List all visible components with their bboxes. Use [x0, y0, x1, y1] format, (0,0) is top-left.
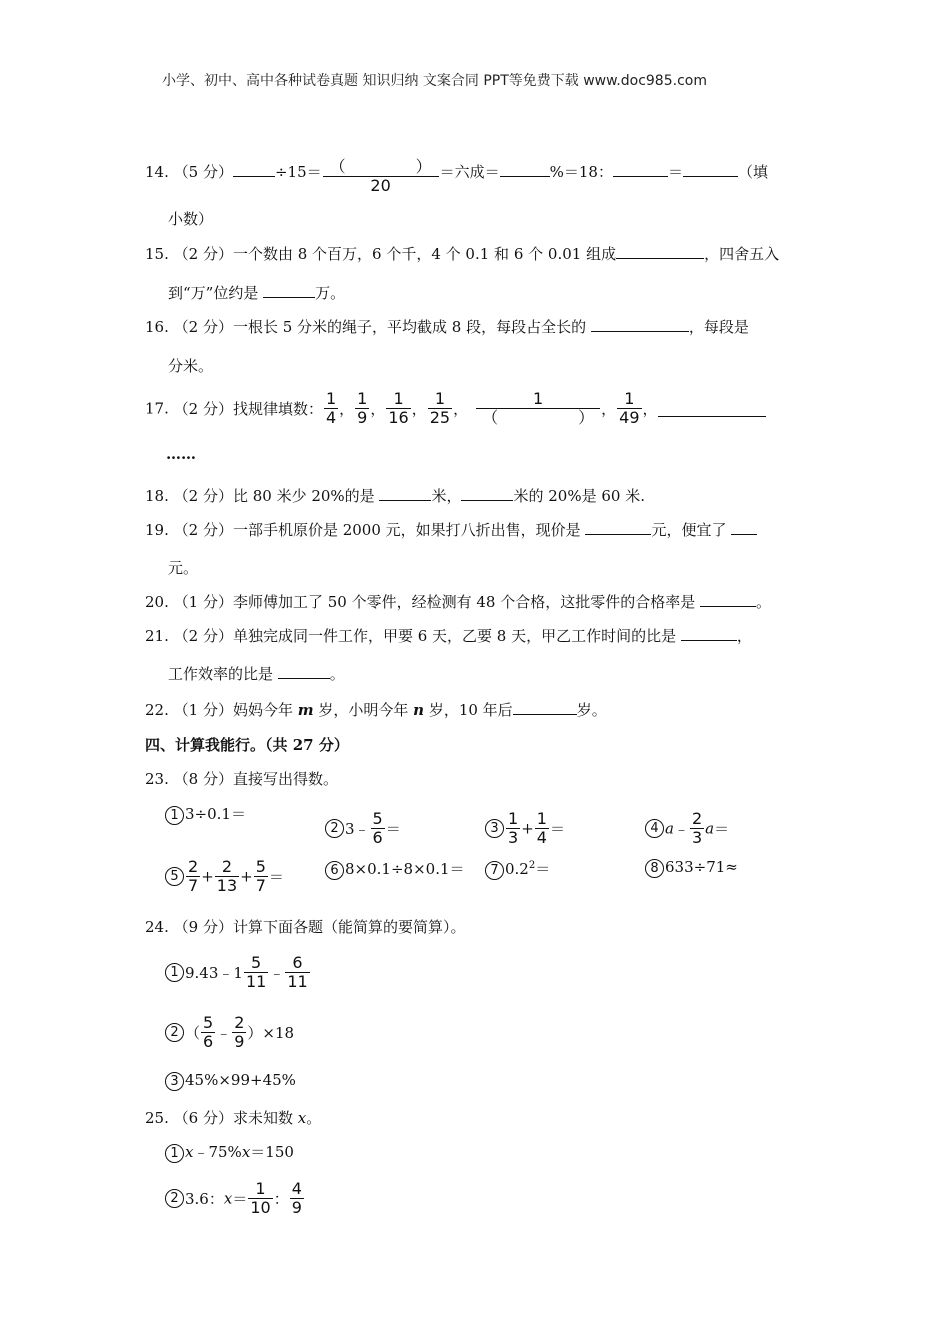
question-19-cont: 元。 — [168, 559, 199, 577]
fraction: $\frac{1}{9}$ — [357, 389, 368, 427]
question-21-cont: 工作效率的比是 。 — [168, 665, 345, 683]
question-20: 20. （1 分）李师傅加工了 50 个零件，经检测有 48 个合格，这批零件的合格率是 。 — [145, 593, 771, 611]
q23-item-6: 6 8×0.1÷8×0.1＝ — [325, 858, 465, 880]
section-heading: 四、计算我能行。（共 27 分） — [145, 736, 349, 754]
q23-item-3: 3 $\frac{1}{3}$ + $\frac{1}{4}$ ＝ — [485, 810, 565, 847]
q23-item-1: 1 3÷0.1＝ — [165, 803, 246, 825]
q24-item-2: 2 （ $\frac{5}{6}$ ﹣ $\frac{2}{9}$ ）×18 — [165, 1014, 294, 1051]
fraction: $\frac{( )}{20}$ — [323, 158, 439, 195]
question-15: 15. （2 分）一个数由 8 个百万，6 个千，4 个 0.1 和 6 个 0.01 组成 ，四舍五入 — [145, 245, 780, 263]
fraction: $\frac{1}{49}$ — [619, 389, 640, 427]
answer-blank[interactable] — [700, 591, 756, 607]
q23-item-8: 8 633÷71≈ — [645, 858, 738, 878]
answer-blank[interactable] — [263, 282, 315, 298]
answer-blank[interactable] — [658, 401, 766, 417]
answer-blank[interactable] — [379, 485, 431, 501]
q24-item-3: 3 45%×99+45% — [165, 1071, 296, 1091]
fraction: $\frac{1}{16}$ — [388, 389, 409, 427]
answer-blank[interactable] — [513, 699, 577, 715]
answer-blank[interactable] — [500, 161, 550, 177]
question-15-cont: 到“万”位约是 万。 — [168, 284, 346, 302]
answer-blank[interactable] — [591, 316, 689, 332]
question-16: 16. （2 分）一根长 5 分米的绳子，平均截成 8 段，每段占全长的 ，每段是 — [145, 318, 749, 336]
question-14-cont: 小数） — [168, 210, 214, 228]
q24-item-1: 1 9.43﹣1 $\frac{5}{11}$ ﹣ $\frac{6}{11}$ — [165, 954, 311, 991]
q23-item-2: 2 3﹣ $\frac{5}{6}$ ＝ — [325, 810, 401, 847]
question-14: 14. （5 分） ÷15＝ $\frac{( )}{20}$ ＝六成＝ %＝18： ＝ （填 — [145, 157, 768, 195]
page-header: 小学、初中、高中各种试卷真题 知识归纳 文案合同 PPT等免费下载 www.doc985.com — [162, 73, 707, 89]
q25-item-1: 1 x﹣75%x＝150 — [165, 1141, 294, 1163]
fraction: $\frac{1}{25}$ — [429, 389, 451, 427]
q23-item-5: 5 $\frac{2}{7}$ + $\frac{2}{13}$ + $\frac{5}{7}$ ＝ — [165, 858, 284, 895]
question-25: 25. （6 分）求未知数 x。 — [145, 1109, 322, 1127]
fraction: $\frac{1}{4}$ — [325, 389, 337, 427]
q25-item-2: 2 3.6：x＝ $\frac{1}{10}$ ： $\frac{4}{9}$ — [165, 1180, 305, 1217]
q23-item-4: 4 a﹣ $\frac{2}{3}$ a＝ — [645, 810, 729, 847]
fraction-blank[interactable]: $\frac{1}{( )}$ — [476, 390, 600, 427]
answer-blank[interactable] — [616, 243, 704, 259]
answer-blank[interactable] — [278, 663, 330, 679]
answer-blank[interactable] — [585, 519, 651, 535]
answer-blank[interactable] — [731, 519, 757, 535]
ellipsis: …… — [166, 445, 196, 463]
answer-blank[interactable] — [233, 161, 275, 177]
answer-blank[interactable] — [613, 161, 668, 177]
question-23: 23. （8 分）直接写出得数。 — [145, 770, 338, 788]
question-17: 17. （2 分）找规律填数： $\frac{1}{4}$ ， $\frac{1}{9}$ ， $\frac{1}{16}$ ， $\frac{1}{25}$ ， $\frac{1}{( )}$ ， $\frac{1}{49}$ ， — [145, 390, 766, 427]
q23-item-7: 7 $0.2^2=$ — [485, 858, 550, 880]
question-19: 19. （2 分）一部手机原价是 2000 元，如果打八折出售，现价是 元，便宜了 — [145, 519, 757, 540]
answer-blank[interactable] — [461, 485, 513, 501]
question-24: 24. （9 分）计算下面各题（能简算的要简算）。 — [145, 918, 466, 936]
question-22: 22. （1 分）妈妈今年 m 岁，小明今年 n 岁，10 年后 岁。 — [145, 701, 607, 719]
question-21: 21. （2 分）单独完成同一件工作，甲要 6 天，乙要 8 天，甲乙工作时间的比是 ， — [145, 627, 752, 645]
question-18: 18. （2 分）比 80 米少 20%的是 米， 米的 20%是 60 米. — [145, 487, 645, 505]
answer-blank[interactable] — [681, 625, 737, 641]
question-16-cont: 分米。 — [168, 357, 214, 375]
answer-blank[interactable] — [683, 161, 738, 177]
